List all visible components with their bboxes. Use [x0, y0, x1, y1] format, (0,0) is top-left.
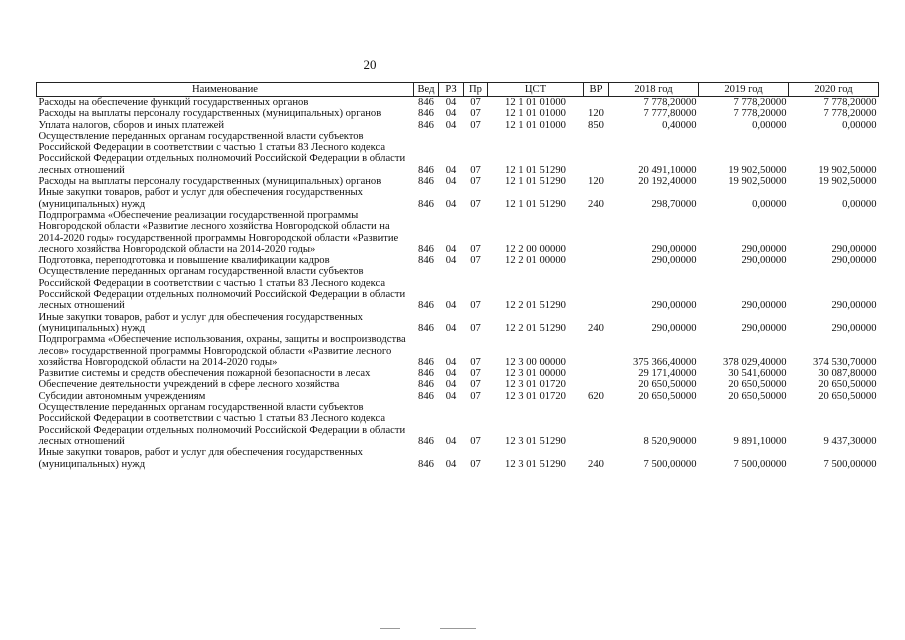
cell-ved: 846	[418, 198, 434, 210]
cell-rz: 04	[445, 198, 457, 210]
cell-vr	[584, 210, 609, 255]
cell-2018: 290,00000	[651, 255, 697, 267]
col-header-name: Наименование	[37, 83, 414, 97]
cell-ved: 846	[418, 243, 434, 255]
cell-rz: 04	[445, 322, 457, 334]
page-number: 20	[363, 57, 377, 72]
cell-pr: 07	[470, 435, 481, 447]
cell-rz: 04	[445, 356, 457, 368]
cell-2020: 0,00000	[842, 198, 877, 210]
table-row	[37, 120, 879, 131]
cell-2018: 375 366,40000	[632, 356, 697, 368]
cell-name: Уплата налогов, сборов и иных платежей	[38, 119, 225, 131]
cell-2018: 20 491,10000	[638, 164, 697, 176]
table-row	[37, 187, 879, 210]
cell-vr: 620	[588, 390, 604, 402]
cell-rz: 04	[445, 368, 457, 380]
table-row	[37, 176, 879, 187]
cell-vr	[584, 368, 609, 379]
cell-2018: 20 650,50000	[638, 390, 697, 402]
cell-name: Субсидии автономным учреждениям	[38, 390, 206, 402]
scan-artifact-line	[440, 628, 476, 629]
cell-2018: 8 520,90000	[643, 435, 697, 447]
scan-artifact-line	[380, 628, 400, 629]
cell-ved: 846	[418, 368, 434, 380]
cell-cst: 12 1 01 01000	[505, 108, 566, 120]
cell-2018: 20 650,50000	[638, 379, 697, 391]
cell-vr: 850	[588, 119, 604, 131]
cell-vr	[584, 255, 609, 266]
cell-cst: 12 3 01 00000	[505, 368, 566, 380]
col-header-rz: РЗ	[439, 83, 464, 97]
cell-name: Подготовка, переподготовка и повышение квалификации кадров	[38, 255, 330, 267]
cell-rz: 04	[445, 255, 457, 267]
cell-2019: 290,00000	[741, 300, 787, 312]
cell-2019: 290,00000	[741, 243, 787, 255]
table-row	[37, 210, 879, 255]
cell-2020: 19 902,50000	[818, 176, 877, 188]
cell-ved: 846	[418, 379, 434, 391]
cell-cst: 12 1 01 01000	[505, 97, 566, 108]
cell-vr	[584, 334, 609, 368]
table-row	[37, 266, 879, 311]
cell-cst: 12 2 01 00000	[505, 255, 566, 267]
cell-vr: 120	[588, 176, 604, 188]
cell-cst: 12 2 00 00000	[505, 243, 566, 255]
cell-2020: 9 437,30000	[823, 435, 877, 447]
cell-name: Осуществление переданных органам государственной власти субъектов Российской Федерации в соответствии с частью 1 статьи 83 Лесного кодекса Российской Федерации отдельных полномочий Российской Федерации в области лесных отношений	[38, 130, 406, 176]
cell-name: Обеспечение деятельности учреждений в сфере лесного хозяйства	[38, 379, 340, 391]
cell-name: Расходы на обеспечение функций государственных органов	[38, 97, 309, 108]
cell-vr	[584, 266, 609, 311]
table-row	[37, 379, 879, 390]
cell-vr	[584, 402, 609, 447]
cell-2018: 29 171,40000	[638, 368, 697, 380]
cell-pr: 07	[470, 164, 481, 176]
cell-ved: 846	[418, 390, 434, 402]
cell-pr: 07	[470, 458, 481, 470]
table-row	[37, 255, 879, 266]
cell-rz: 04	[445, 97, 457, 108]
cell-2019: 9 891,10000	[733, 435, 787, 447]
cell-2019: 7 500,00000	[733, 458, 787, 470]
cell-2018: 290,00000	[651, 322, 697, 334]
col-header-2019: 2019 год	[699, 83, 789, 97]
cell-2020: 7 500,00000	[823, 458, 877, 470]
cell-name: Расходы на выплаты персоналу государственных (муниципальных) органов	[38, 176, 382, 188]
cell-vr: 240	[588, 198, 604, 210]
cell-2020: 7 778,20000	[823, 97, 877, 108]
cell-2020: 290,00000	[831, 243, 877, 255]
cell-2018: 290,00000	[651, 243, 697, 255]
cell-2020: 0,00000	[842, 119, 877, 131]
cell-2020: 20 650,50000	[818, 390, 877, 402]
cell-ved: 846	[418, 255, 434, 267]
cell-ved: 846	[418, 97, 434, 108]
cell-vr: 240	[588, 322, 604, 334]
cell-ved: 846	[418, 435, 434, 447]
cell-rz: 04	[445, 379, 457, 391]
cell-ved: 846	[418, 108, 434, 120]
cell-ved: 846	[418, 458, 434, 470]
cell-2019: 290,00000	[741, 255, 787, 267]
cell-pr: 07	[470, 356, 481, 368]
cell-ved: 846	[418, 176, 434, 188]
cell-rz: 04	[445, 435, 457, 447]
table-row	[37, 391, 879, 402]
cell-name: Иные закупки товаров, работ и услуг для обеспечения государственных (муниципальных) нужд	[38, 447, 363, 470]
cell-cst: 12 3 01 01720	[505, 379, 566, 391]
cell-name: Осуществление переданных органам государственной власти субъектов Российской Федерации в соответствии с частью 1 статьи 83 Лесного кодекса Российской Федерации отдельных полномочий Российской Федерации в области лесных отношений	[38, 266, 406, 312]
cell-pr: 07	[470, 243, 481, 255]
cell-2019: 378 029,40000	[722, 356, 787, 368]
cell-2020: 290,00000	[831, 300, 877, 312]
cell-2018: 7 500,00000	[643, 458, 697, 470]
cell-2018: 7 777,80000	[643, 108, 697, 120]
cell-2018: 0,40000	[662, 119, 697, 131]
col-header-2018: 2018 год	[609, 83, 699, 97]
cell-rz: 04	[445, 164, 457, 176]
cell-cst: 12 1 01 51290	[505, 198, 566, 210]
table-row	[37, 131, 879, 176]
cell-rz: 04	[445, 458, 457, 470]
cell-2019: 19 902,50000	[728, 164, 787, 176]
cell-ved: 846	[418, 356, 434, 368]
cell-name: Развитие системы и средств обеспечения пожарной безопасности в лесах	[38, 368, 371, 380]
cell-2020: 30 087,80000	[818, 368, 877, 380]
cell-2018: 7 778,20000	[643, 97, 697, 108]
cell-ved: 846	[418, 119, 434, 131]
cell-ved: 846	[418, 322, 434, 334]
cell-2020: 7 778,20000	[823, 108, 877, 120]
cell-2020: 20 650,50000	[818, 379, 877, 391]
cell-pr: 07	[470, 119, 481, 131]
table-row	[37, 97, 879, 109]
cell-name: Расходы на выплаты персоналу государственных (муниципальных) органов	[38, 108, 382, 120]
cell-cst: 12 1 01 01000	[505, 119, 566, 131]
cell-rz: 04	[445, 176, 457, 188]
cell-2019: 7 778,20000	[733, 97, 787, 108]
col-header-ved: Вед	[414, 83, 439, 97]
cell-pr: 07	[470, 97, 481, 108]
cell-pr: 07	[470, 108, 481, 120]
cell-2020: 290,00000	[831, 322, 877, 334]
table-row	[37, 368, 879, 379]
cell-pr: 07	[470, 255, 481, 267]
cell-cst: 12 1 01 51290	[505, 164, 566, 176]
cell-cst: 12 3 01 51290	[505, 458, 566, 470]
cell-pr: 07	[470, 390, 481, 402]
cell-cst: 12 3 00 00000	[505, 356, 566, 368]
cell-2018: 298,70000	[651, 198, 697, 210]
cell-2019: 20 650,50000	[728, 390, 787, 402]
cell-2020: 290,00000	[831, 255, 877, 267]
cell-cst: 12 3 01 51290	[505, 435, 566, 447]
cell-2019: 290,00000	[741, 322, 787, 334]
col-header-cst: ЦСТ	[488, 83, 584, 97]
cell-name: Осуществление переданных органам государственной власти субъектов Российской Федерации в соответствии с частью 1 статьи 83 Лесного кодекса Российской Федерации отдельных полномочий Российской Федерации в области лесных отношений	[38, 402, 406, 447]
table-header-row	[37, 83, 879, 97]
cell-2019: 20 650,50000	[728, 379, 787, 391]
budget-table	[36, 82, 879, 470]
cell-2018: 20 192,40000	[638, 176, 697, 188]
table-row	[37, 312, 879, 335]
cell-cst: 12 2 01 51290	[505, 322, 566, 334]
cell-rz: 04	[445, 390, 457, 402]
cell-name: Подпрограмма «Обеспечение реализации государственной программы Новгородской области «Развитие лесного хозяйства Новгородской области на 2014-2020 годы» государственной программы Новгородской области «Развитие лесного хозяйства Новгородской области на 2014-2020 годы»	[38, 209, 399, 255]
cell-2019: 0,00000	[752, 119, 787, 131]
col-header-2020: 2020 год	[789, 83, 879, 97]
cell-rz: 04	[445, 108, 457, 120]
cell-pr: 07	[470, 379, 481, 391]
col-header-pr: Пр	[464, 83, 488, 97]
cell-vr	[584, 97, 609, 109]
cell-pr: 07	[470, 322, 481, 334]
cell-2018: 290,00000	[651, 300, 697, 312]
cell-pr: 07	[470, 176, 481, 188]
cell-2019: 30 541,60000	[728, 368, 787, 380]
cell-cst: 12 1 01 51290	[505, 176, 566, 188]
col-header-vr: ВР	[584, 83, 609, 97]
cell-2020: 374 530,70000	[812, 356, 877, 368]
table-row	[37, 402, 879, 447]
cell-cst: 12 3 01 01720	[505, 390, 566, 402]
cell-pr: 07	[470, 300, 481, 312]
cell-vr	[584, 131, 609, 176]
cell-pr: 07	[470, 198, 481, 210]
cell-vr: 240	[588, 458, 604, 470]
cell-cst: 12 2 01 51290	[505, 300, 566, 312]
cell-rz: 04	[445, 119, 457, 131]
cell-rz: 04	[445, 243, 457, 255]
table-row	[37, 447, 879, 470]
cell-2019: 19 902,50000	[728, 176, 787, 188]
table-row	[37, 108, 879, 119]
cell-rz: 04	[445, 300, 457, 312]
cell-name: Иные закупки товаров, работ и услуг для обеспечения государственных (муниципальных) нужд	[38, 187, 363, 210]
cell-name: Подпрограмма «Обеспечение использования, охраны, защиты и воспроизводства лесов» государственной программы Новгородской области «Развитие лесного хозяйства Новгородской области на 2014-2020 годы»	[38, 334, 406, 368]
cell-pr: 07	[470, 368, 481, 380]
cell-ved: 846	[418, 164, 434, 176]
cell-2020: 19 902,50000	[818, 164, 877, 176]
table-row	[37, 334, 879, 368]
cell-vr	[584, 379, 609, 390]
cell-vr: 120	[588, 108, 604, 120]
cell-ved: 846	[418, 300, 434, 312]
cell-name: Иные закупки товаров, работ и услуг для обеспечения государственных (муниципальных) нужд	[38, 311, 363, 334]
cell-2019: 7 778,20000	[733, 108, 787, 120]
cell-2019: 0,00000	[752, 198, 787, 210]
